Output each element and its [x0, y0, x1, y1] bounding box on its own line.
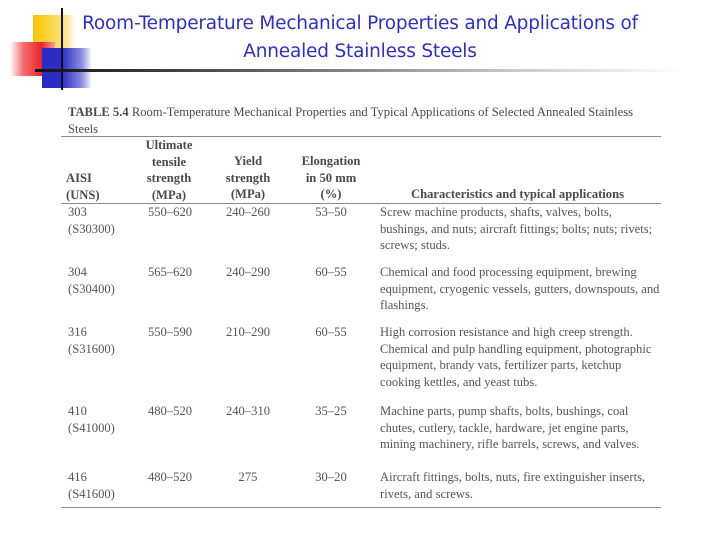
- slide-title: Room-Temperature Mechanical Properties and Applications of Annealed Stainless Steels: [82, 13, 638, 62]
- aisi-number: 416: [68, 470, 87, 484]
- aisi-cell: [68, 403, 115, 436]
- yield-cell: 210–290: [225, 325, 271, 339]
- elongation-cell: 35–25: [315, 404, 347, 418]
- aisi-cell: [68, 324, 115, 357]
- aisi-cell: [68, 469, 115, 502]
- yield-cell: 240–260: [225, 205, 271, 219]
- elongation-cell: 53–50: [315, 205, 347, 219]
- header-line: strength: [146, 171, 192, 185]
- applications-cell: Aircraft fittings, bolts, nuts, fire extinguisher inserts, rivets, and screws.: [380, 470, 646, 501]
- aisi-cell: [68, 264, 115, 297]
- applications-cell: Screw machine products, shafts, valves, bolts, bushings, and nuts; aircraft fittings; bolts; nuts; rivets; screws; studs.: [380, 205, 653, 252]
- table-bottom-rule: [61, 507, 661, 508]
- header-line: in 50 mm: [305, 170, 357, 185]
- header-line: Ultimate: [145, 138, 193, 152]
- header-line: Elongation: [301, 154, 361, 168]
- header-line: Yield: [233, 154, 263, 168]
- header-applications: Characteristics and typical applications: [410, 187, 625, 201]
- header-line: tensile: [151, 154, 187, 169]
- header-line: (MPa): [151, 187, 187, 202]
- header-line: AISI: [66, 171, 92, 185]
- aisi-number: 303: [68, 205, 87, 219]
- aisi-cell: [68, 204, 115, 237]
- uts-cell: 480–520: [147, 470, 193, 484]
- table-caption: [68, 104, 648, 137]
- elongation-cell: 30–20: [315, 470, 347, 484]
- applications-cell: High corrosion resistance and high creep strength. Chemical and pulp handling equipment, photographic equipment, brandy vats, fertilizer parts, ketchup cooking kettles, and yeast tubs.: [380, 325, 652, 389]
- uns-number: (S30400): [68, 281, 115, 296]
- header-yield: [213, 153, 283, 203]
- aisi-number: 316: [68, 325, 87, 339]
- table-caption-text: Room-Temperature Mechanical Properties and Typical Applications of Selected Annealed Stainless Steels: [68, 105, 634, 136]
- uts-cell: 565–620: [147, 265, 193, 279]
- header-aisi: [66, 170, 110, 203]
- uns-number: (S41000): [68, 420, 115, 435]
- applications-cell: Machine parts, pump shafts, bolts, bushings, coal chutes, cutlery, tackle, hardware, jet engine parts, mining machinery, rifle barrels, screws, and valves.: [380, 404, 640, 451]
- uts-cell: 550–620: [147, 205, 193, 219]
- header-line: (%): [320, 187, 342, 201]
- aisi-number: 410: [68, 404, 87, 418]
- yield-cell: 240–290: [225, 265, 271, 279]
- uts-cell: 550–590: [147, 325, 193, 339]
- decor-horizontal-line: [35, 69, 685, 72]
- yield-cell: 275: [238, 470, 258, 484]
- header-line: strength: [225, 170, 271, 185]
- elongation-cell: 60–55: [315, 265, 347, 279]
- elongation-cell: 60–55: [315, 325, 347, 339]
- header-elongation: [291, 153, 371, 203]
- table-label: TABLE 5.4: [68, 105, 129, 119]
- aisi-number: 304: [68, 265, 87, 279]
- yield-cell: 240–310: [225, 404, 271, 418]
- uts-cell: 480–520: [147, 404, 193, 418]
- uns-number: (S31600): [68, 341, 115, 356]
- header-uts: [134, 137, 204, 203]
- uns-number: (S30300): [68, 221, 115, 236]
- applications-cell: Chemical and food processing equipment, brewing equipment, cryogenic vessels, gutters, downspouts, and flashings.: [380, 265, 660, 312]
- uns-number: (S41600): [68, 486, 115, 501]
- header-line: (MPa): [230, 187, 266, 201]
- header-line: (UNS): [66, 187, 100, 202]
